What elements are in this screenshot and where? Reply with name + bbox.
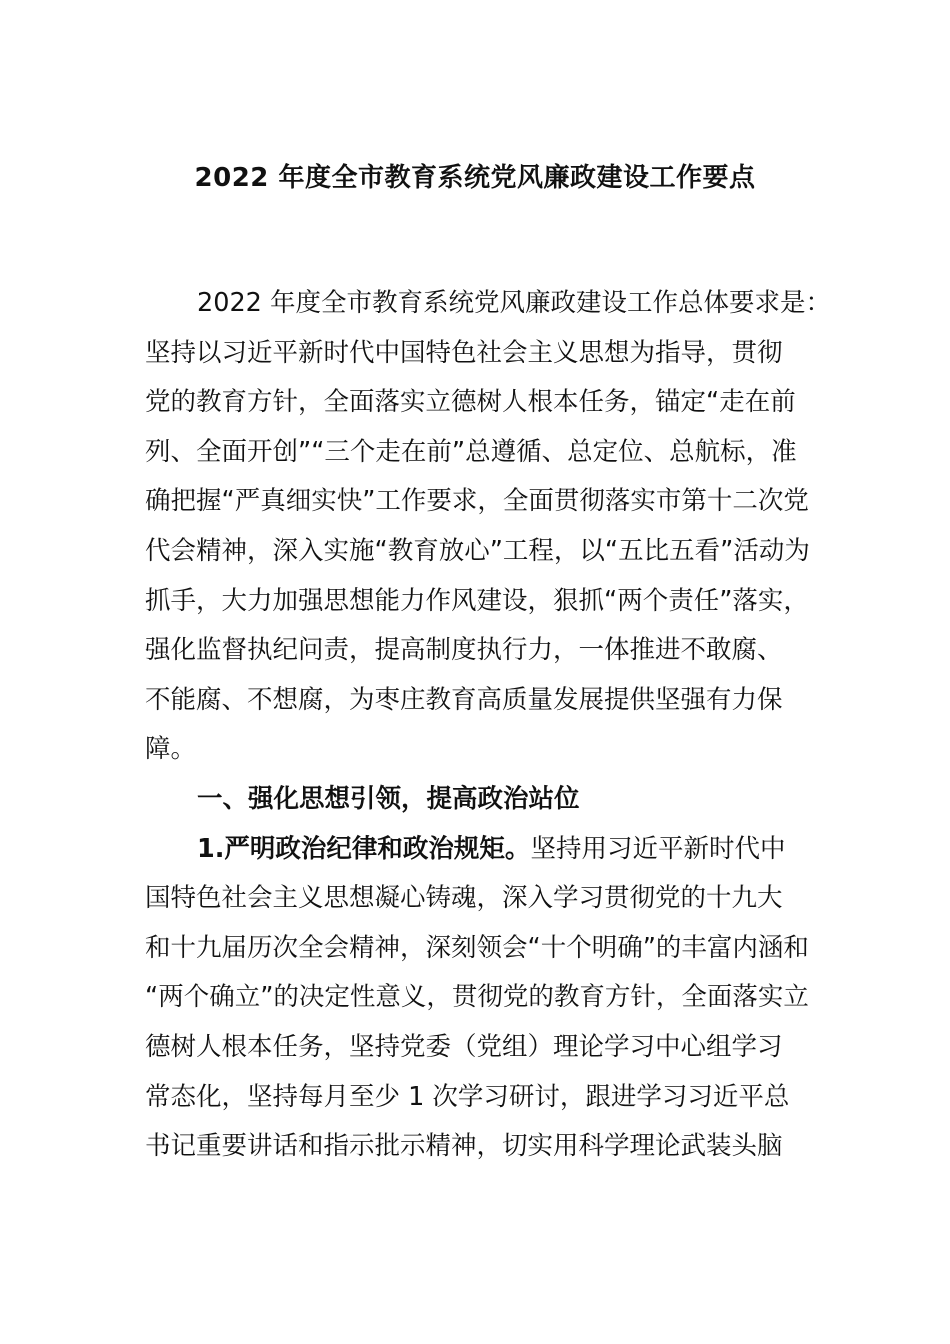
item-first-line bbox=[145, 825, 815, 875]
intro-line: 列、全面开创”“三个走在前”总遵循、总定位、总航标，准 bbox=[145, 436, 797, 467]
intro-line: 代会精神，深入实施“教育放心”工程，以“五比五看”活动为 bbox=[145, 535, 810, 566]
item-line: 常态化，坚持每月至少 1 次学习研讨，跟进学习习近平总 bbox=[145, 1081, 790, 1112]
document-title: 2022 年度全市教育系统党风廉政建设工作要点 bbox=[194, 163, 756, 193]
intro-line: 抓手，大力加强思想能力作风建设，狠抓“两个责任”落实， bbox=[145, 585, 809, 616]
intro-line: 不能腐、不想腐，为枣庄教育高质量发展提供坚强有力保 bbox=[145, 684, 783, 715]
intro-line: 强化监督执纪问责，提高制度执行力，一体推进不敢腐、 bbox=[145, 635, 783, 666]
item-title: 1.严明政治纪律和政治规矩。 bbox=[197, 833, 531, 864]
intro-line: 确把握“严真细实快”工作要求，全面贯彻落实市第十二次党 bbox=[145, 486, 809, 517]
item-line: 国特色社会主义思想凝心铸魂，深入学习贯彻党的十九大 bbox=[145, 883, 783, 914]
document-body bbox=[145, 279, 832, 1172]
intro-line: 坚持以习近平新时代中国特色社会主义思想为指导，贯彻 bbox=[145, 337, 783, 368]
intro-line: 障。 bbox=[145, 734, 197, 765]
item-line: “两个确立”的决定性意义，贯彻党的教育方针，全面落实立 bbox=[145, 982, 809, 1013]
item-line: 德树人根本任务，坚持党委（党组）理论学习中心组学习 bbox=[145, 1031, 783, 1062]
intro-line: 2022 年度全市教育系统党风廉政建设工作总体要求是： bbox=[197, 288, 832, 318]
section-heading: 一、强化思想引领，提高政治站位 bbox=[197, 783, 580, 814]
item-text: 坚持用习近平新时代中 bbox=[530, 833, 786, 864]
item-line: 书记重要讲话和指示批示精神，切实用科学理论武装头脑 bbox=[145, 1131, 783, 1162]
item-line: 和十九届历次全会精神，深刻领会“十个明确”的丰富内涵和 bbox=[145, 932, 809, 963]
intro-line: 党的教育方针，全面落实立德树人根本任务，锚定“走在前 bbox=[145, 387, 796, 418]
